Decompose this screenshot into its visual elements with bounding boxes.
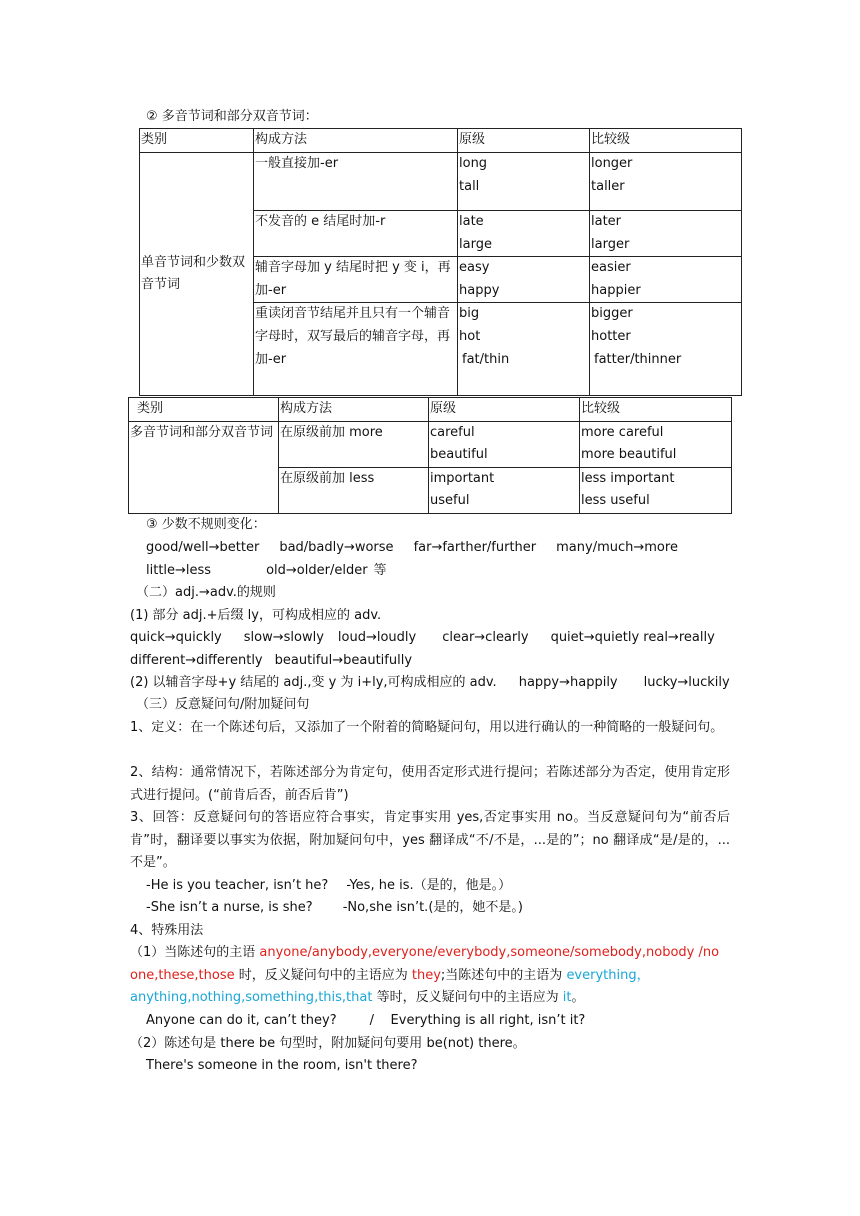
- base-cell: late large: [458, 211, 590, 257]
- special-usage-1: （1）当陈述句的主语 anyone/anybody,everyone/everybody,someone/somebody,nobody /no one,these,those 时，反义疑问句中的主语应为 they;当陈述句中的主语为 everything，anything,nothing,something,this,that 等时，反义疑问句中的主语应为 it。: [130, 945, 720, 1006]
- irregular-line-2: little→less old→older/elder 等: [146, 563, 387, 578]
- base-cell: big hot fat/thin: [458, 303, 590, 396]
- comparative-cell: longer taller: [590, 153, 742, 211]
- answer-paragraph: 3、回答：反意疑问句的答语应符合事实，肯定事实用 yes,否定事实用 no。当反意疑问句为“前否后肯”时，翻译要以事实为依据，附加疑问句中，yes 翻译成“不/不是，...是的”；no 翻译成“是/是的，...不是”。: [130, 810, 730, 871]
- adv-rule-1-examples-line-2: different→differently beautiful→beautifully: [130, 653, 413, 668]
- comparative-table-1: [139, 128, 742, 396]
- subject-list-red: anyone/anybody,everyone/everybody,someone/somebody,nobody /no one,these,those: [130, 945, 720, 983]
- method-cell: 一般直接加-er: [254, 153, 458, 211]
- header-base: 原级: [429, 398, 580, 422]
- method-cell: 在原级前加 less: [279, 467, 429, 513]
- category-cell: 单音节词和少数双音节词: [140, 153, 254, 396]
- method-cell: 在原级前加 more: [279, 421, 429, 467]
- comparative-cell: later larger: [590, 211, 742, 257]
- method-cell: 不发音的 e 结尾时加-r: [254, 211, 458, 257]
- section-heading-multisyllable: ② 多音节词和部分双音节词：: [146, 109, 318, 124]
- tag-questions-heading: （三）反意疑问句/附加疑问句: [136, 697, 310, 712]
- example-1: -He is you teacher, isn’t he? -Yes, he is.（是的，他是。）: [146, 878, 512, 893]
- base-cell: careful beautiful: [429, 421, 580, 467]
- comparative-cell: easier happier: [590, 257, 742, 303]
- header-method: 构成方法: [279, 398, 429, 422]
- comparative-cell: more careful more beautiful: [580, 421, 732, 467]
- special-usage-heading: 4、特殊用法: [130, 923, 204, 938]
- base-cell: important useful: [429, 467, 580, 513]
- special-usage-2-example: There's someone in the room, isn't there?: [146, 1058, 418, 1073]
- comparative-cell: bigger hotter fatter/thinner: [590, 303, 742, 396]
- base-cell: long tall: [458, 153, 590, 211]
- definition-paragraph: 1、定义：在一个陈述句后，又添加了一个附着的简略疑问句，用以进行确认的一种简略的一般疑问句。: [130, 720, 724, 735]
- structure-paragraph: 2、结构：通常情况下，若陈述部分为肯定句，使用否定形式进行提问；若陈述部分为否定，使用肯定形式进行提问。(“前肯后否，前否后肯”): [130, 765, 730, 803]
- method-cell: 重读闭音节结尾并且只有一个辅音字母时，双写最后的辅音字母，再加-er: [254, 303, 458, 396]
- comparative-table-2: [128, 397, 732, 514]
- irregular-heading: ③ 少数不规则变化：: [146, 517, 266, 532]
- adv-rule-1: (1) 部分 adj.+后缀 ly，可构成相应的 adv.: [130, 608, 382, 623]
- special-usage-1-example: Anyone can do it, can’t they? / Everything is all right, isn’t it?: [146, 1013, 586, 1028]
- special-usage-2: （2）陈述句是 there be 句型时，附加疑问句要用 be(not) there。: [130, 1036, 526, 1051]
- base-cell: easy happy: [458, 257, 590, 303]
- adv-rule-1-examples-line-1: quick→quickly slow→slowly loud→loudly clear→clearly quiet→quietly real→really: [130, 630, 715, 645]
- comparative-cell: less important less useful: [580, 467, 732, 513]
- header-comparative: 比较级: [580, 398, 732, 422]
- header-method: 构成方法: [254, 129, 458, 153]
- table-row: [140, 153, 742, 211]
- header-base: 原级: [458, 129, 590, 153]
- example-2: -She isn’t a nurse, is she? -No,she isn’t.(是的，她不是。): [146, 900, 523, 915]
- adv-rule-2: (2) 以辅音字母+y 结尾的 adj.,变 y 为 i+ly,可构成相应的 adv. happy→happily lucky→luckily: [130, 675, 730, 690]
- table-row: [129, 421, 732, 467]
- subject-list-blue: everything，anything,nothing,something,this,that: [130, 967, 650, 1006]
- adv-rules-heading: （二）adj.→adv.的规则: [136, 585, 276, 600]
- header-category: 类别: [140, 129, 254, 153]
- table-header-row: [129, 398, 732, 422]
- table-header-row: [140, 129, 742, 153]
- subject-they: they: [411, 967, 441, 983]
- subject-it: it: [562, 990, 572, 1006]
- header-comparative: 比较级: [590, 129, 742, 153]
- category-cell: 多音节词和部分双音节词: [129, 421, 279, 513]
- irregular-line-1: good/well→better bad/badly→worse far→farther/further many/much→more: [146, 540, 678, 555]
- method-cell: 辅音字母加 y 结尾时把 y 变 i，再加-er: [254, 257, 458, 303]
- header-category: 类别: [129, 398, 279, 422]
